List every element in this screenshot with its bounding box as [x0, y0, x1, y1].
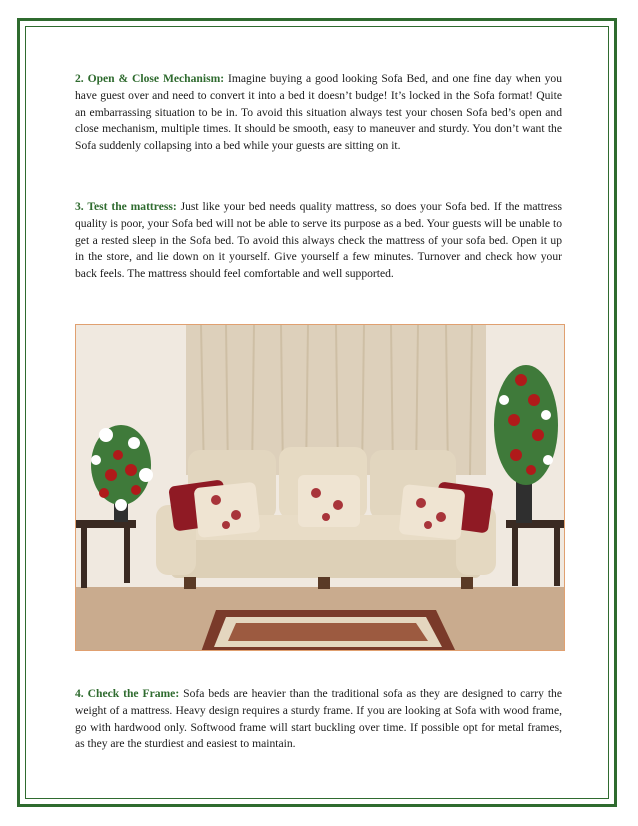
section-body: Imagine buying a good looking Sofa Bed, and one fine day when you have guest over and need to convert it into a bed it doesn’t budge! It’s locked in the Sofa format! Quite an embarrassing situation to be in. To avoid this situation always test your chosen Sofa bed’s open and close mechanism, multiple times. It should be smooth, easy to maneuver and sturdy. You don’t want the Sofa suddenly collapsing into a bed while your guests are sitting on it.: [75, 72, 563, 153]
section-frame: [75, 686, 562, 753]
section-heading: 3. Test the mattress:: [75, 200, 177, 213]
sofa-photo: [75, 324, 565, 651]
section-open-close: [75, 71, 562, 155]
section-body: Just like your bed needs quality mattress, so does your Sofa bed. If the mattress quality is poor, your Sofa bed will not be able to serve its purpose as a bed. Your guests will be unable to get a rested sleep in the Sofa bed. To avoid this always check the mattress of your sofa bed. Open it up in the store, and lie down on it yourself. Give yourself a few minutes. Turnover and check how your back feels. The mattress should feel comfortable and well supported.: [75, 200, 562, 281]
section-heading: 2. Open & Close Mechanism:: [75, 72, 225, 85]
section-body: Sofa beds are heavier than the traditional sofa as they are designed to carry the weight of a mattress. Heavy design requires a sturdy frame. If you are looking at Sofa with wood frame, go with hardwood only. Softwood frame will start buckling over time. If possible opt for metal frames, as they are the sturdiest and easiest to maintain.: [75, 687, 562, 751]
section-mattress: [75, 199, 562, 283]
section-heading: 4. Check the Frame:: [75, 687, 180, 700]
